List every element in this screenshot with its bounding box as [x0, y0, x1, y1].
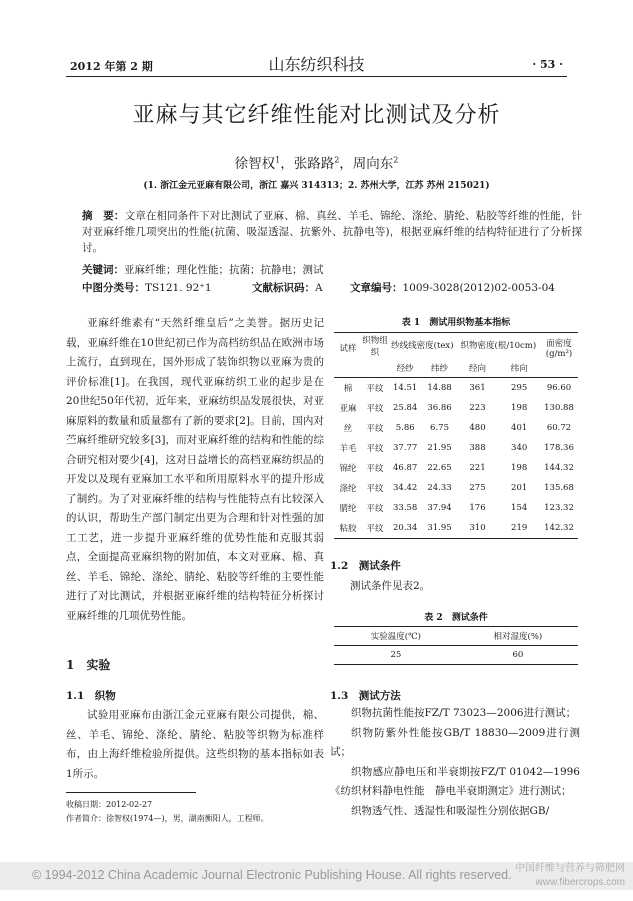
keywords [82, 262, 582, 277]
table1-cell: 219 [511, 523, 528, 533]
footnote-rule [66, 792, 196, 793]
table1-cell: 亚麻 [339, 404, 357, 414]
table1-cell: 21.95 [427, 443, 452, 453]
watermark-line: 中国纤维与营养与筛肥网 [515, 863, 625, 874]
table1-cell: 154 [511, 503, 528, 513]
table1-cell: 14.51 [393, 383, 418, 393]
author-sup: 2 [334, 155, 340, 165]
watermark-url: www.fibercrops.com [535, 877, 625, 888]
clc-label: 中图分类号： [82, 282, 145, 294]
header-rule [66, 76, 567, 77]
author-name: 周向东 [352, 156, 394, 172]
header-page: · 53 · [532, 58, 563, 71]
abstract-label: 摘 要： [82, 210, 125, 222]
table1-head-yarn: 纱线线密度(tex) [391, 341, 454, 351]
author-bio: 作者简介：徐智权(1974—)，男，湖南衡阳人，工程师。 [66, 814, 269, 823]
table1-cell: 20.34 [393, 523, 418, 533]
table1-cell: 平纹 [366, 464, 384, 474]
table1-caption: 表 1 测试用织物基本指标 [401, 318, 511, 328]
table1-cell: 平纹 [366, 484, 384, 494]
table1-cell: 60.72 [546, 423, 572, 433]
method-paragraph: 织物抗菌性能按FZ/T 73023—2006进行测试； [351, 707, 577, 719]
abstract-text: 文章在相同条件下对比测试了亚麻、棉、真丝、羊毛、锦纶、涤纶、腈纶、粘胶等纤维的性能，针对亚麻纤维几项突出的性能(抗菌、吸湿透湿、抗紫外、抗静电等)，根据亚麻纤维的结构特征进行了分析探讨。 [82, 210, 583, 254]
table1-cell: 221 [469, 463, 486, 473]
table1-cell: 腈纶 [339, 504, 357, 514]
table1-cell: 33.58 [393, 503, 418, 513]
table1-cell: 平纹 [366, 444, 384, 454]
keywords-text: 亚麻纤维；理化性能；抗菌；抗静电；测试 [124, 264, 324, 276]
table1-cell: 棉 [343, 384, 353, 394]
table1-cell: 144.32 [544, 463, 574, 473]
table1-cell: 锦纶 [339, 464, 357, 474]
table1-cell: 平纹 [366, 504, 384, 514]
table1-head-sample: 试样 [339, 344, 357, 354]
table2-caption: 表 2 测试条件 [424, 613, 488, 623]
abstract [82, 208, 582, 256]
table1-cell: 201 [511, 483, 528, 493]
watermark-site [515, 862, 625, 890]
table1-cell: 37.94 [427, 503, 452, 513]
affiliation: (1. 浙江金元亚麻有限公司，浙江 嘉兴 314313；2. 苏州大学，江苏 苏州 215021) [143, 181, 490, 191]
table1-cell: 24.33 [427, 483, 452, 493]
table1-cell: 96.60 [546, 383, 572, 393]
table1-cell: 310 [469, 523, 486, 533]
section-heading-experiment: 1 实验 [66, 658, 111, 672]
table1-cell: 198 [511, 403, 528, 413]
author-sup: 2 [393, 155, 399, 165]
subsection-fabric: 1.1 织物 [66, 690, 116, 702]
table2-head-temperature: 实验温度(℃) [370, 632, 421, 642]
table1-row [334, 438, 578, 458]
table1 [334, 332, 578, 539]
table1-cell: 123.32 [544, 503, 574, 513]
method-paragraph: 织物透气性、透湿性和吸湿性分别依据GB/ [351, 804, 550, 817]
table1-sub-warp-yarn: 经纱 [396, 364, 414, 374]
article-title: 亚麻与其它纤维性能对比测试及分析 [132, 103, 501, 128]
table1-cell: 14.88 [427, 383, 452, 393]
methods-column [330, 704, 580, 821]
table1-cell: 130.88 [544, 403, 574, 413]
table1-sub-weft-yarn: 纬纱 [431, 364, 449, 374]
table2-value-humidity: 60 [512, 650, 524, 660]
classification-line [82, 280, 602, 295]
table1-cell: 22.65 [427, 463, 452, 473]
table1-head-density: 织物密度(根/10cm) [460, 341, 537, 351]
table1-cell: 275 [469, 483, 486, 493]
table1-cell: 340 [511, 443, 528, 453]
copyright-footer: © 1994-2012 China Academic Journal Electronic Publishing House. All rights reserved. [32, 868, 512, 882]
author-name: 张路路 [293, 156, 335, 172]
table1-cell: 25.84 [393, 403, 418, 413]
table1-row [334, 518, 578, 539]
table1-cell: 平纹 [366, 384, 384, 394]
table1-cell: 羊毛 [339, 444, 357, 454]
table1-sub-weft-density: 纬向 [510, 364, 528, 374]
table1-cell: 388 [469, 443, 486, 453]
table1-cell: 平纹 [366, 404, 384, 414]
fabric-paragraph: 试验用亚麻布由浙江金元亚麻有限公司提供，棉、丝、羊毛、锦纶、涤纶、腈纶、粘胶等织物为标准样布，由上海纤维检验所提供。这些织物的基本指标如表1所示。 [66, 709, 324, 780]
table1-cell: 135.68 [544, 483, 574, 493]
table2-head-humidity: 相对湿度(%) [493, 632, 543, 642]
table1-cell: 平纹 [366, 524, 384, 534]
intro-column [66, 314, 324, 626]
table1-cell: 34.42 [393, 483, 418, 493]
table1-cell: 480 [469, 423, 486, 433]
clc-value: TS121. 92⁺1 [145, 282, 212, 294]
table1-head-weave: 织物组织 [362, 336, 388, 358]
table1-cell: 5.86 [395, 423, 415, 433]
table1-cell: 176 [469, 503, 486, 513]
conditions-paragraph: 测试条件见表2。 [350, 580, 431, 592]
table1-row [334, 418, 578, 438]
table1-cell: 涤纶 [339, 484, 357, 494]
table1-row [334, 498, 578, 518]
table1-cell: 36.86 [427, 403, 452, 413]
table1-cell: 46.87 [393, 463, 418, 473]
table1-row [334, 458, 578, 478]
table1-cell: 198 [511, 463, 528, 473]
table1-cell: 361 [469, 383, 486, 393]
doc-code-value: A [315, 282, 323, 294]
authors: 徐智权$^1$，张路路$^2$，周向东$^2$ [234, 155, 399, 172]
doc-code-label: 文献标识码： [252, 282, 315, 294]
keywords-label: 关键词： [82, 264, 124, 276]
article-no-value: 1009-3028(2012)02-0053-04 [402, 282, 555, 294]
table1-cell: 粘胶 [339, 524, 357, 534]
method-paragraph: 织物防紫外性能按GB/T 18830—2009进行测试； [330, 726, 580, 758]
header-issue: 2012 年第 2 期 [70, 60, 153, 73]
method-paragraph: 织物感应静电压和半衰期按FZ/T 01042—1996《纺织材料静电性能 静电半衰期测定》进行测试； [330, 765, 580, 797]
intro-paragraph: 亚麻纤维素有“天然纤维皇后”之美誉。据历史记载，亚麻纤维在10世纪初已作为高档纺织品在欧洲市场上流行，直到现在，国外形成了装饰织物以亚麻为贵的评价标准[1]。在我国，现代亚麻纺织工业的起步是在20世纪50年代初，近年来，亚麻纺织品发展很快，对亚麻原料的数量和质量都有了新的要求[2]。目前，国内对苎麻纤维研究较多[3]，而对亚麻纤维的结构和性能的综合研究相对要少[4]，这对日益增长的高档亚麻纺织品的开发以及现有亚麻加工水平和所用原料水平的提升形成了制约。为了对亚麻纤维的结构与性能特点有比较深入的认识，帮助生产部门制定出更为合理和针对性强的加工工艺，进一步提升亚麻纤维的优势性能和克服其弱点，全面提高亚麻织物的附加值，本文对亚麻、棉、真丝、羊毛、锦纶、涤纶、腈纶、粘胶等纤维的主要性能进行了对比测试，并根据亚麻纤维的结构特征分析探讨亚麻纤维的几项优势性能。 [66, 317, 324, 622]
table1-head-mass: 面密度(g/m²) [545, 339, 573, 359]
table1-cell: 401 [511, 423, 528, 433]
table1-cell: 37.77 [393, 443, 418, 453]
table2-value-temperature: 25 [390, 650, 402, 660]
table1-cell: 295 [511, 383, 528, 393]
table1-cell: 6.75 [430, 423, 449, 433]
fabric-paragraph-block [66, 706, 324, 784]
table1-row [334, 478, 578, 498]
table1-sub-warp-density: 经向 [469, 364, 487, 374]
table2 [334, 626, 578, 665]
table1-cell: 142.32 [544, 523, 574, 533]
table1-row [334, 398, 578, 418]
article-no-label: 文章编号： [350, 282, 403, 294]
subsection-methods: 1.3 测试方法 [330, 690, 401, 702]
subsection-conditions: 1.2 测试条件 [330, 560, 401, 572]
received-date: 收稿日期：2012-02-27 [66, 800, 153, 809]
table1-cell: 平纹 [366, 424, 384, 434]
author-name: 徐智权 [234, 156, 276, 172]
author-sup: 1 [275, 155, 281, 165]
table1-cell: 丝 [343, 424, 353, 434]
table1-cell: 178.36 [544, 443, 574, 453]
footnote [66, 798, 324, 826]
table1-cell: 223 [469, 403, 486, 413]
table1-row [334, 378, 578, 399]
table1-cell: 31.95 [427, 523, 452, 533]
header-journal: 山东纺织科技 [268, 55, 365, 74]
